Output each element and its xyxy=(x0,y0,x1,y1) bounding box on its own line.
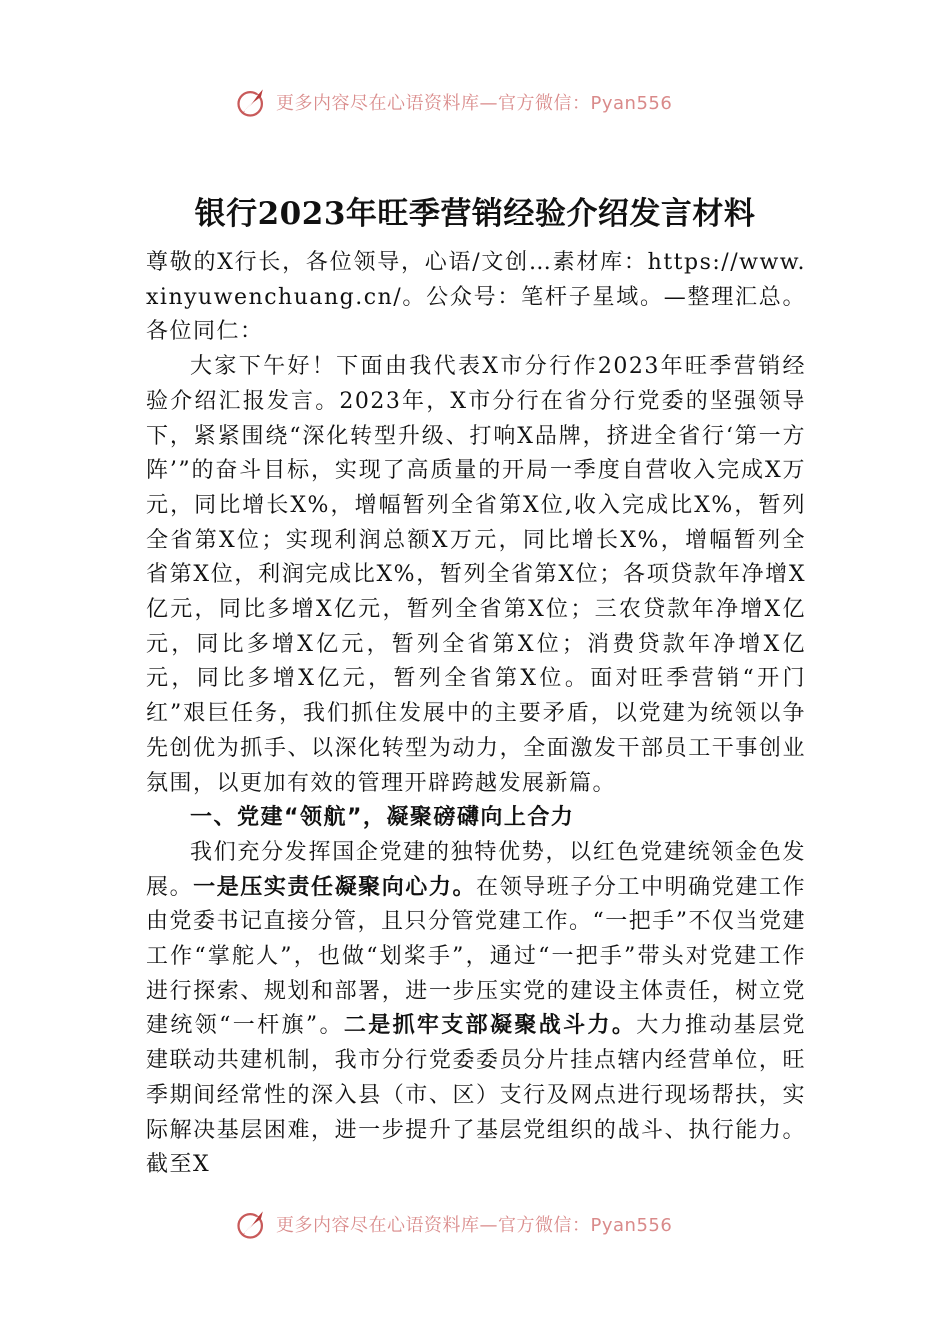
document-title: 银行2023年旺季营销经验介绍发言材料 xyxy=(194,196,756,232)
watermark-text: 更多内容尽在心语资料库—官方微信：Pyan556 xyxy=(276,93,673,114)
watermark-header xyxy=(234,84,672,120)
salutation-paragraph: 尊敬的X行长，各位领导，心语/文创…素材库：https://www.xinyuwenchuang.cn/。公众号：笔杆子星域。—整理汇总。各位同仁： xyxy=(146,250,806,345)
bold-point-1: 一是压实责任凝聚向心力。 xyxy=(193,874,477,900)
quill-logo-icon xyxy=(234,84,270,120)
paragraph-text: 在领导班子分工中明确党建工作由党委书记直接分管，且只分管党建工作。“一把手”不仅当党建工作“掌舵人”，也做“划桨手”，通过“一把手”带头对党建工作进行探索、规划和部署，进一步压实党的建设主体责任，树立党建统领“一杆旗”。 xyxy=(146,874,806,1039)
bold-point-2: 二是抓牢支部凝聚战斗力。 xyxy=(343,1013,637,1039)
opening-paragraph: 大家下午好！下面由我代表X市分行作2023年旺季营销经验介绍汇报发言。2023年，X市分行在省分行党委的坚强领导下，紧紧围绕“深化转型升级、打响X品牌，挤进全省行‘第一方阵’”的奋斗目标，实现了高质量的开局一季度自营收入完成X万元，同比增长X%，增幅暂列全省第X位,收入完成比X%，暂列全省第X位；实现利润总额X万元，同比增长X%，增幅暂列全省第X位，利润完成比X%，暂列全省第X位；各项贷款年净增X亿元，同比多增X亿元，暂列全省第X位；三农贷款年净增X亿元，同比多增X亿元，暂列全省第X位；消费贷款年净增X亿元，同比多增X亿元，暂列全省第X位。面对旺季营销“开门红”艰巨任务，我们抓住发展中的主要矛盾，以党建为统领以争先创优为抓手、以深化转型为动力，全面激发干部员工干事创业氛围，以更加有效的管理开辟跨越发展新篇。 xyxy=(146,354,806,796)
paragraph-text: 大力推动基层党建联动共建机制，我市分行党委委员分片挂点辖内经营单位，旺季期间经常性的深入县（市、区）支行及网点进行现场帮扶，实际解决基层困难，进一步提升了基层党组织的战斗、执行能力。截至X xyxy=(146,1013,806,1178)
quill-logo-icon xyxy=(234,1206,270,1242)
section-heading-1: 一、党建“领航”，凝聚磅礴向上合力 xyxy=(190,805,575,831)
watermark-footer xyxy=(234,1206,672,1242)
document-body xyxy=(146,246,806,1183)
paragraph-text: 我们充分发挥国企党建的独特优势，以红色党建统领金色发展。 xyxy=(146,839,806,900)
section-1-paragraph xyxy=(146,836,806,1183)
watermark-text: 更多内容尽在心语资料库—官方微信：Pyan556 xyxy=(276,1215,673,1236)
